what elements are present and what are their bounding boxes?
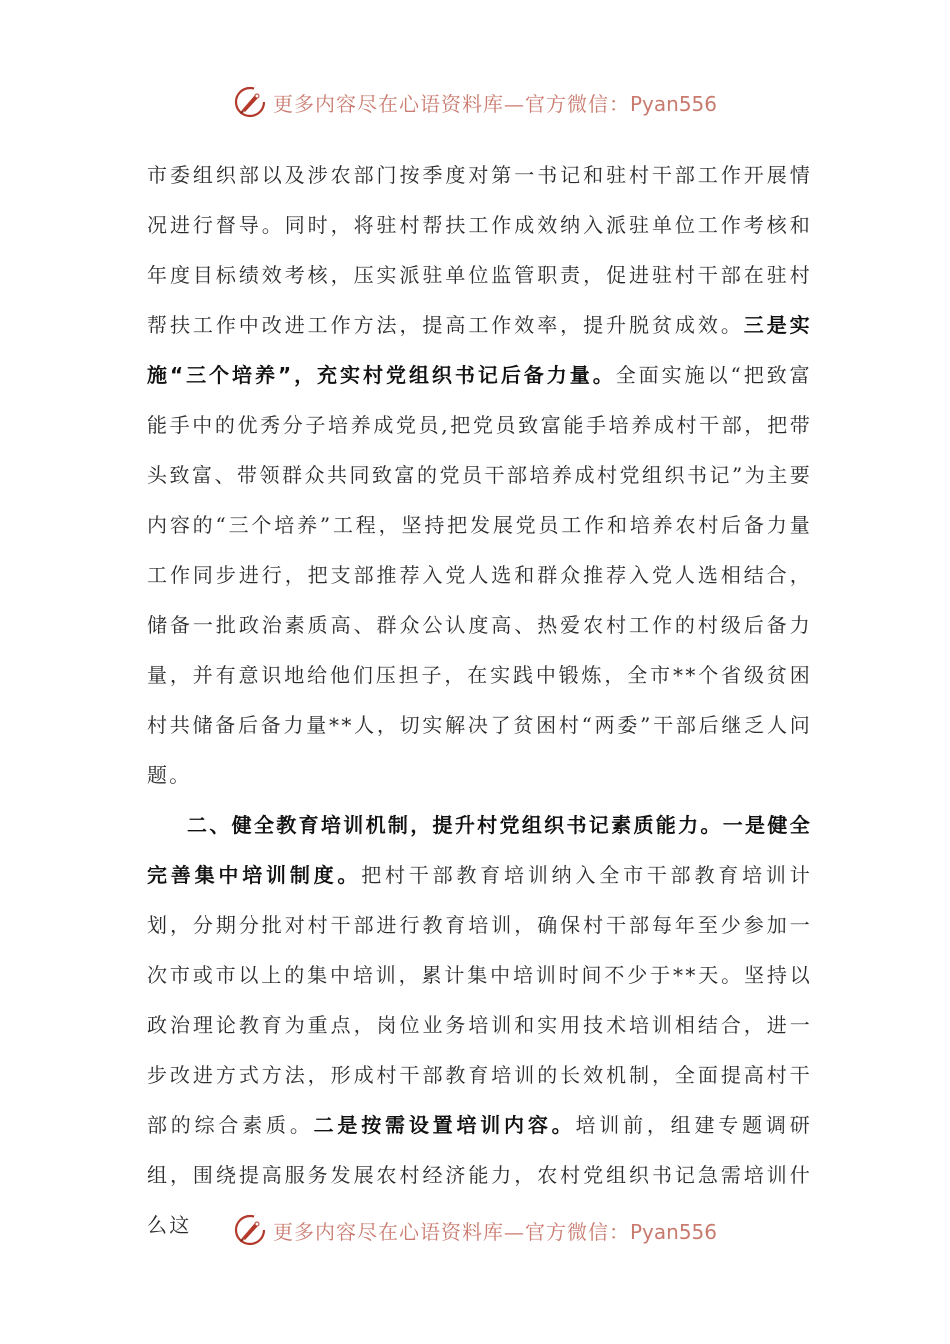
- pen-circle-logo-icon: [233, 85, 267, 119]
- watermark-footer: [0, 1210, 950, 1250]
- paragraph-text: 市委组织部以及涉农部门按季度对第一书记和驻村干部工作开展情况进行督导。同时，将驻村帮扶工作成效纳入派驻单位工作考核和年度目标绩效考核，压实派驻单位监管职责，促进驻村干部在驻村帮扶工作中改进工作方法，提高工作效率，提升脱贫成效。: [147, 163, 812, 337]
- watermark-text: 更多内容尽在心语资料库—官方微信：Pyan556: [272, 91, 717, 116]
- paragraph-text: 把村干部教育培训纳入全市干部教育培训计划，分期分批对村干部进行教育培训，确保村干部每年至少参加一次市或市以上的集中培训，累计集中培训时间不少于**天。坚持以政治理论教育为重点，岗位业务培训和实用技术培训相结合，进一步改进方式方法，形成村干部教育培训的长效机制，全面提高村干部的综合素质。: [147, 863, 812, 1137]
- bold-heading-two-b: 二是按需设置培训内容。: [313, 1113, 576, 1137]
- paragraph-text: 培训前，组建专题调研组，围绕提高服务发展农村经济能力，农村党组织书记急需培训什么这: [147, 1113, 812, 1237]
- section-heading-two: 二、健全教育培训机制，提升村党组织书记素质能力。一是健全完善集中培训制度。: [147, 813, 812, 887]
- paragraph-continued: [147, 150, 812, 800]
- pen-circle-logo-icon: [233, 1213, 267, 1247]
- watermark-text: 更多内容尽在心语资料库—官方微信：Pyan556: [272, 1219, 717, 1244]
- paragraph-section-two: [147, 800, 812, 1250]
- paragraph-text: 全面实施以“把致富能手中的优秀分子培养成党员,把党员致富能手培养成村干部，把带头致富、带领群众共同致富的党员干部培养成村党组织书记”为主要内容的“三个培养”工程，坚持把发展党员工作和培养农村后备力量工作同步进行，把支部推荐入党人选和群众推荐入党人选相结合，储备一批政治素质高、群众公认度高、热爱农村工作的村级后备力量，并有意识地给他们压担子，在实践中锻炼，全市**个省级贫困村共储备后备力量**人，切实解决了贫困村“两委”干部后继乏人问题。: [147, 363, 812, 787]
- bold-heading-three: 三是实施“三个培养”，充实村党组织书记后备力量。: [147, 313, 812, 387]
- watermark-header: [0, 82, 950, 122]
- document-body: [147, 150, 812, 1250]
